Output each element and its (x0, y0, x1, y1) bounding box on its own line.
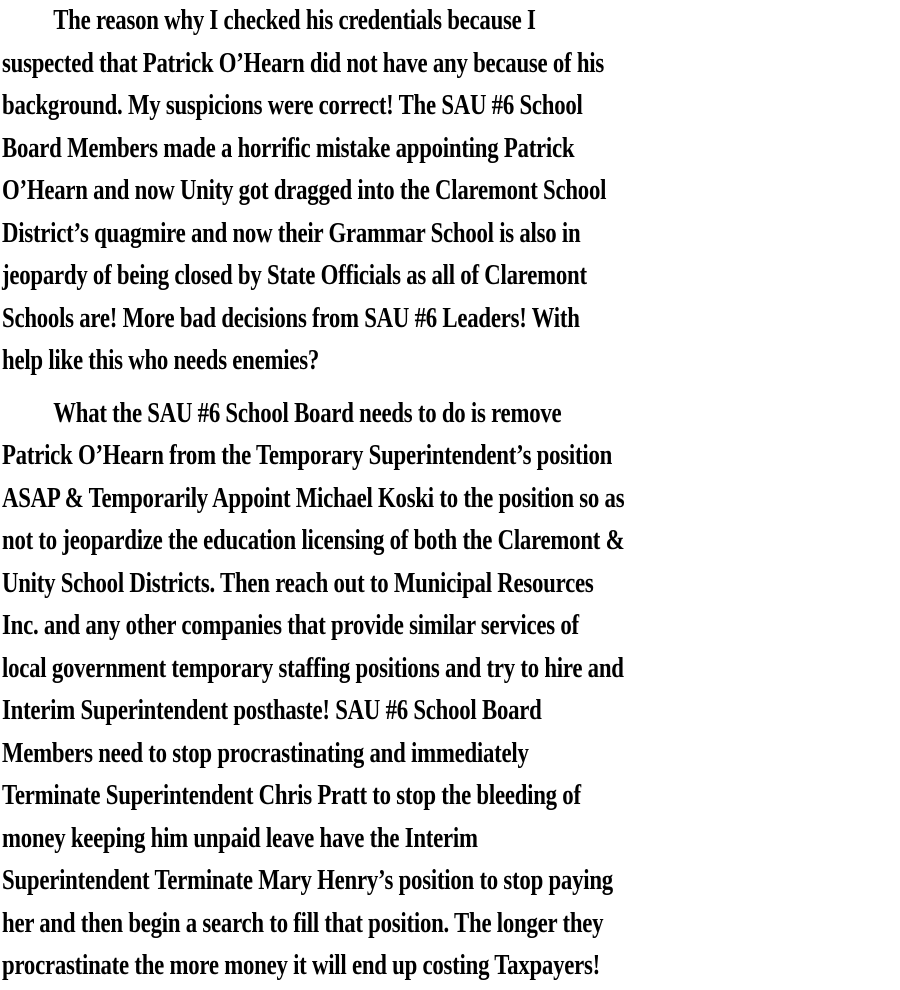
text-line: Unity School Districts. Then reach out to Municipal Resources (2, 567, 594, 599)
text-line: jeopardy of being closed by State Officials as all of Claremont (2, 260, 587, 291)
text-line: procrastinate the more money it will end up costing Taxpayers! (2, 950, 600, 981)
text-line: Inc. and any other companies that provide similar services of (2, 610, 579, 641)
text-line: What the SAU #6 School Board needs to do is remove (53, 397, 562, 429)
text-line: her and then begin a search to fill that position. The longer they (2, 907, 604, 939)
text-line: Terminate Superintendent Chris Pratt to stop the bleeding of (2, 780, 581, 811)
text-line: Members need to stop procrastinating and immediately (2, 737, 529, 769)
text-line: not to jeopardize the education licensing of both the Claremont & (2, 525, 625, 556)
text-line: Schools are! More bad decisions from SAU #6 Leaders! With (2, 302, 580, 334)
text-line: suspected that Patrick O’Hearn did not have any because of his (2, 47, 605, 79)
text-line: ASAP & Temporarily Appoint Michael Koski to the position so as (2, 482, 625, 514)
text-line: background. My suspicions were correct! The SAU #6 School (2, 90, 583, 121)
text-line: District’s quagmire and now their Grammar School is also in (2, 217, 581, 249)
text-line: help like this who needs enemies? (2, 345, 320, 376)
text-line: Patrick O’Hearn from the Temporary Superintendent’s position (2, 440, 613, 471)
text-line: local government temporary staffing positions and try to hire and (2, 652, 624, 684)
text-line: money keeping him unpaid leave have the Interim (2, 822, 478, 854)
text-line: The reason why I checked his credentials because I (53, 5, 536, 36)
text-line: O’Hearn and now Unity got dragged into the Claremont School (2, 175, 607, 206)
paragraph-recommendations (2, 393, 900, 988)
text-line: Board Members made a horrific mistake appointing Patrick (2, 132, 575, 164)
text-line: Interim Superintendent posthaste! SAU #6 School Board (2, 695, 542, 726)
text-line: Superintendent Terminate Mary Henry’s position to stop paying (2, 865, 613, 896)
paragraph-credentials (2, 0, 900, 383)
document-body (2, 0, 900, 988)
